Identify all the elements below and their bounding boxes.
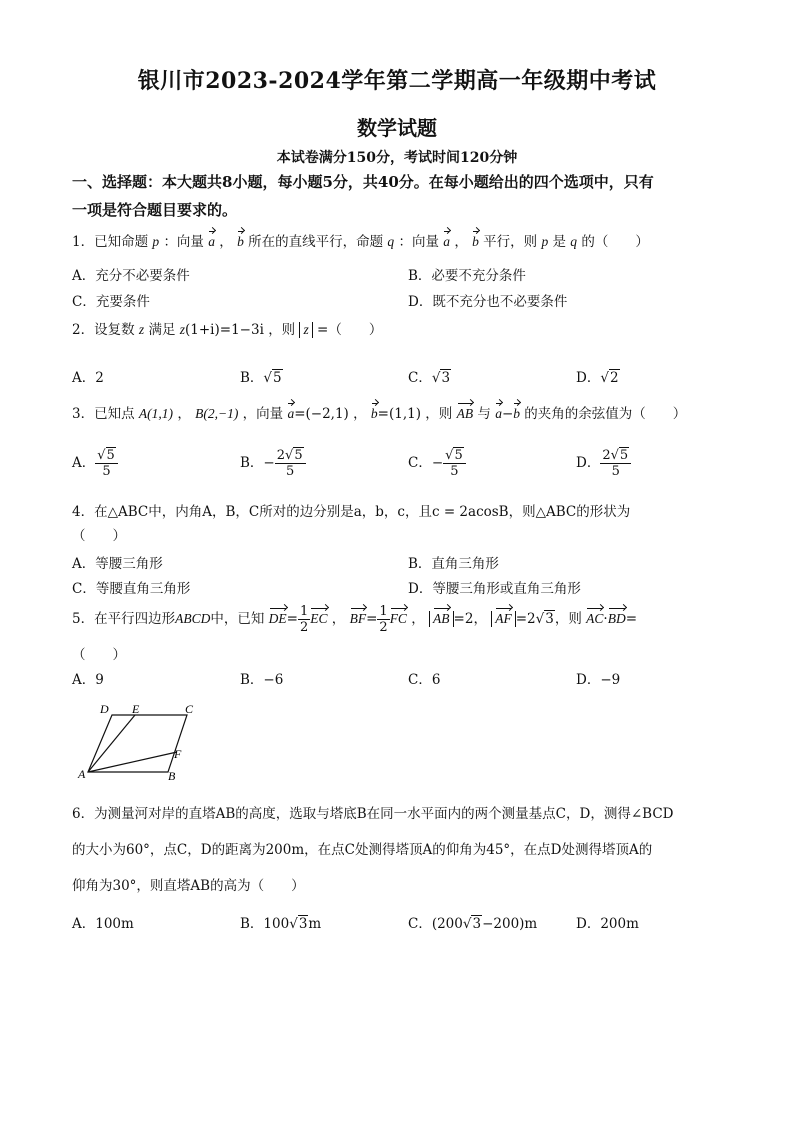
q1-text: ， (454, 234, 468, 250)
q3-vector-b: b (371, 404, 378, 424)
q1-option-c[interactable]: C．充要条件 (72, 294, 150, 310)
q3-num: 5 (619, 448, 629, 463)
q5-vector-af: AF (495, 609, 512, 629)
q3-num: 5 (106, 448, 115, 463)
q2-option-d[interactable]: D．√2 (576, 370, 619, 386)
q6-line2: 的大小为60°，点C，D的距离为200m，在点C处测得塔顶A的仰角为45°，在点D处测得塔顶A的 (72, 842, 653, 858)
q6-option-b[interactable]: B．100√3m (240, 916, 322, 932)
q5-text: 5．在平行四边形 (72, 611, 176, 627)
q3-den: 5 (450, 464, 459, 479)
q5-option-c[interactable]: C．6 (408, 672, 441, 688)
q3-text: ， (353, 406, 367, 422)
q3-point-a: A(1,1) (138, 406, 174, 421)
q1-text: 平行，则 (483, 234, 538, 250)
q3-option-a[interactable] (72, 448, 118, 479)
q6-option-b-label: B．100 (240, 916, 290, 932)
q3-text: 的夹角的余弦值为（ ） (524, 406, 687, 422)
q5-text: ， (331, 611, 346, 627)
q5-vector-ac: AC (586, 609, 603, 629)
q5-vector-de: DE (269, 609, 287, 629)
q2-option-c[interactable]: C．√3 (408, 370, 451, 386)
q3-option-b[interactable] (240, 448, 306, 479)
q2-text: 满足 (148, 322, 176, 338)
q1-text: 所在的直线平行，命题 (248, 234, 384, 250)
q6-line3: 仰角为30°，则直塔AB的高为（ ） (72, 878, 305, 894)
q3-vector-ab: AB (457, 404, 474, 424)
q2-var-z: z (179, 322, 186, 337)
q2-option-c-label: C． (408, 370, 432, 386)
q4-option-b[interactable]: B．直角三角形 (408, 556, 499, 572)
q3-vector-a-value: =(−2,1) (294, 406, 349, 422)
q3-num: 5 (294, 448, 303, 463)
q5-sqrt3: 3 (545, 611, 554, 627)
q3-option-c[interactable] (408, 448, 466, 479)
q5-line2: （ ） (72, 647, 126, 663)
q2-option-b-value: 5 (273, 370, 282, 386)
section-heading (72, 168, 732, 224)
q5-abs-ab (429, 611, 454, 627)
q6-option-c-rest: −200)m (482, 916, 538, 932)
q5-option-a[interactable]: A．9 (72, 672, 104, 688)
section-heading-line1: 一、选择题：本大题共8小题，每小题5分，共40分。在每小题给出的四个选项中，只有 (72, 173, 654, 191)
q5-den: 2 (299, 620, 309, 635)
q5-text: ，则 (554, 611, 582, 627)
q2-option-d-label: D． (576, 370, 601, 386)
q3-coef: 2 (276, 448, 286, 463)
q1-var-q: q (570, 234, 578, 249)
q1-text: ， (219, 234, 233, 250)
q5-abs-af (491, 611, 516, 627)
q1-text: ：向量 (163, 234, 204, 250)
exam-title: 银川市2023-2024学年第二学期高一年级期中考试 (137, 68, 657, 94)
question-4 (72, 500, 722, 548)
q3-vector-a: a (495, 404, 502, 424)
q3-vector-a: a (287, 404, 294, 424)
q1-text: ：向量 (398, 234, 439, 250)
q3-coef: 2 (602, 448, 611, 463)
q5-vector-bf: BF (350, 609, 367, 629)
exam-info: 本试卷满分150分，考试时间120分钟 (276, 150, 518, 166)
q5-num: 1 (299, 604, 309, 619)
q5-value: =2， (453, 611, 487, 627)
q1-option-a[interactable]: A．充分不必要条件 (72, 268, 190, 284)
q2-option-c-value: 3 (441, 370, 451, 386)
q3-text: 3．已知点 (72, 406, 135, 422)
question-3 (72, 404, 722, 424)
q2-option-a[interactable]: A．2 (72, 370, 104, 386)
q5-vector-ec: EC (310, 609, 327, 629)
q6-option-a[interactable]: A．100m (72, 916, 134, 932)
q2-text: 2．设复数 (72, 322, 135, 338)
q3-num: 5 (454, 448, 463, 463)
q3-den: 5 (286, 464, 295, 479)
q6-line1: 6．为测量河对岸的直塔AB的高度，选取与塔底B在同一水平面内的两个测量基点C，D，测得∠BCD (72, 806, 674, 822)
q4-option-c[interactable]: C．等腰直角三角形 (72, 581, 191, 597)
q1-option-d[interactable]: D．既不充分也不必要条件 (408, 294, 568, 310)
label-d: D (100, 702, 109, 716)
q6-option-c-sqrt: 3 (472, 916, 482, 932)
question-2 (72, 320, 722, 340)
q1-var-q: q (387, 234, 395, 249)
q6-option-b-unit: m (308, 916, 322, 932)
q1-var-p: p (152, 234, 160, 249)
q5-value: =2 (515, 611, 536, 627)
q4-line1: 4．在△ABC中，内角A，B，C所对的边分别是a，b，c，且c = 2acosB，则△ABC的形状为 (72, 504, 631, 520)
q1-text: 是 (552, 234, 566, 250)
label-e: E (132, 702, 140, 716)
q4-option-a[interactable]: A．等腰三角形 (72, 556, 163, 572)
label-c: C (185, 702, 194, 716)
q2-var-z: z (303, 322, 309, 337)
q5-text: = (625, 611, 638, 627)
q1-vector-b: b (237, 232, 244, 252)
q2-option-b[interactable]: B．√5 (240, 370, 282, 386)
q1-text: 1．已知命题 (72, 234, 149, 250)
q5-text: ， (411, 611, 425, 627)
question-6 (72, 796, 732, 904)
q2-abs-z (299, 322, 312, 338)
parallelogram-shape (88, 715, 187, 772)
q5-vector-fc: FC (390, 609, 407, 629)
q5-half (377, 604, 389, 635)
q3-text: ， (177, 406, 191, 422)
q2-var-z: z (138, 322, 145, 337)
q3-text: ，则 (425, 406, 453, 422)
q5-den: 2 (379, 620, 388, 635)
q1-vector-b: b (472, 232, 479, 252)
question-1 (72, 232, 722, 252)
q4-line2: （ ） (72, 528, 126, 544)
q2-option-b-label: B． (240, 370, 264, 386)
q3-option-a-label: A． (72, 455, 96, 471)
q6-option-d[interactable]: D．200m (576, 916, 639, 932)
q3-vector-b: b (513, 404, 520, 424)
q5-text: 中，已知 (210, 611, 265, 627)
q5-half (298, 604, 310, 635)
q3-option-b-label: B．− (240, 455, 275, 471)
q3-option-c-label: C．− (408, 455, 444, 471)
q3-vector-b-value: =(1,1) (377, 406, 421, 422)
label-a: A (78, 767, 86, 781)
label-f: F (174, 747, 182, 761)
q4-option-d[interactable]: D．等腰三角形或直角三角形 (408, 581, 581, 597)
q3-option-a-fraction: $\frac{√5}{5}$ (95, 448, 118, 479)
q3-minus: − (501, 406, 514, 422)
q3-text: 与 (477, 406, 491, 422)
q3-option-d[interactable] (576, 448, 631, 479)
subject-title: 数学试题 (357, 116, 437, 140)
q3-option-b-fraction: $\frac{2√5}{5}$ (275, 448, 306, 479)
section-heading-line2: 一项是符合题目要求的。 (72, 201, 238, 219)
q5-option-b[interactable]: B．−6 (240, 672, 284, 688)
q3-den: 5 (102, 464, 111, 479)
q5-vector-ab: AB (433, 609, 450, 629)
q3-text: ，向量 (242, 406, 284, 422)
q1-text: 的（ ） (581, 234, 649, 250)
label-b: B (168, 769, 176, 783)
q2-text: =（ ） (317, 322, 383, 338)
q6-option-c-label: C．(200 (408, 916, 463, 932)
q3-option-d-fraction: $\frac{2√5}{5}$ (600, 448, 631, 479)
q5-abcd: ABCD (175, 611, 211, 626)
q6-option-c[interactable]: C．(200√3−200)m (408, 916, 538, 932)
q5-eq: = (366, 611, 378, 627)
q1-option-b[interactable]: B．必要不充分条件 (408, 268, 526, 284)
q5-option-d[interactable]: D．−9 (576, 672, 621, 688)
q2-text: ，则 (268, 322, 296, 338)
q1-var-p: p (541, 234, 549, 249)
q3-point-b: B(2,−1) (195, 406, 239, 421)
q3-option-c-fraction: $\frac{√5}{5}$ (443, 448, 466, 479)
q5-vector-bd: BD (608, 609, 626, 629)
q1-vector-a: a (208, 232, 215, 252)
q5-num: 1 (379, 604, 388, 619)
parallelogram-figure (70, 698, 210, 788)
q3-den: 5 (611, 464, 620, 479)
q6-option-b-sqrt: 3 (298, 916, 308, 932)
q1-vector-a: a (443, 232, 450, 252)
question-5: 5．在平行四边形ABCD中，已知 DE= $\frac{1}{2}$ EC ， BF= $\frac{1}{2}$ FC ， AB =2， AF =2√3，则 AC·BD= （ ） (72, 604, 752, 665)
q5-eq: = (286, 611, 298, 627)
q3-option-d-label: D． (576, 455, 601, 471)
q2-equation: (1+i)=1−3i (185, 322, 264, 338)
q2-option-d-value: 2 (609, 370, 619, 386)
